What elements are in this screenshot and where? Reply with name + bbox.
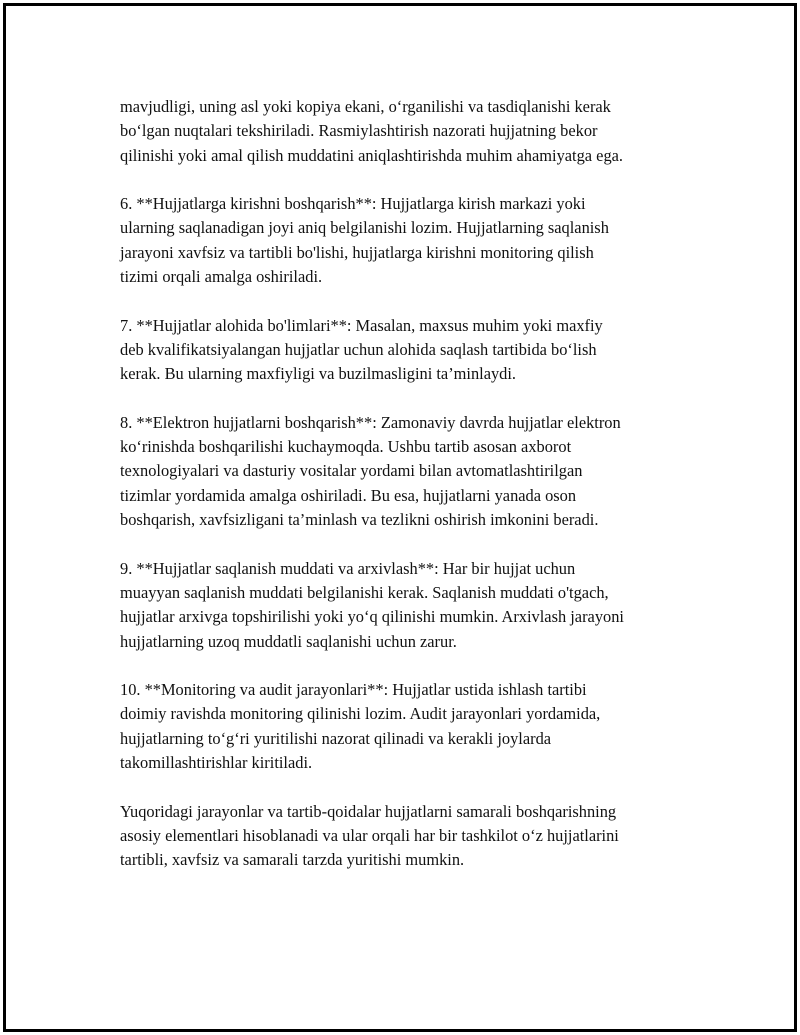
text-line: 7. **Hujjatlar alohida bo'limlari**: Masalan, maxsus muhim yoki maxfiy [120,315,603,335]
paragraph-continuation [120,95,700,168]
text-line: hujjatlarning to‘g‘ri yuritilishi nazorat qilinadi va kerakli joylarda [120,728,552,748]
text-line: asosiy elementlari hisoblanadi va ular orqali har bir tashkilot o‘z hujjatlarini [120,825,619,845]
paragraph-item-8 [120,411,700,532]
text-line: ko‘rinishda boshqarilishi kuchaymoqda. Ushbu tartib asosan axborot [120,437,572,457]
text-line: mavjudligi, uning asl yoki kopiya ekani, o‘rganilishi va tasdiqlanishi kerak [120,97,611,116]
text-line: texnologiyalari va dasturiy vositalar yordami bilan avtomatlashtirilgan [120,461,583,481]
text-line: 8. **Elektron hujjatlarni boshqarish**: Zamonaviy davrda hujjatlar elektron [120,412,621,432]
document-page [3,3,797,1032]
paragraph-conclusion [120,800,700,873]
paragraph-item-6 [120,192,700,289]
paragraph-item-10 [120,678,700,775]
text-line: tizimi orqali amalga oshiriladi. [120,267,323,287]
document-body [120,95,700,897]
text-line: ularning saqlanadigan joyi aniq belgilanishi lozim. Hujjatlarning saqlanish [120,218,609,238]
paragraph-item-9 [120,557,700,654]
text-line: bo‘lgan nuqtalari tekshiriladi. Rasmiylashtirish nazorati hujjatning bekor [120,121,598,141]
text-line: jarayoni xavfsiz va tartibli bo'lishi, hujjatlarga kirishni monitoring qilish [120,242,594,262]
text-line: muayyan saqlanish muddati belgilanishi kerak. Saqlanish muddati o'tgach, [120,582,609,602]
text-line: hujjatlar arxivga topshirilishi yoki yo‘q qilinishi mumkin. Arxivlash jarayoni [120,607,624,627]
text-line: qilinishi yoki amal qilish muddatini aniqlashtirishda muhim ahamiyatga ega. [120,145,624,165]
text-line: hujjatlarning uzoq muddatli saqlanishi uchun zarur. [120,631,457,651]
text-line: boshqarish, xavfsizligani ta’minlash va tezlikni oshirish imkonini beradi. [120,510,599,530]
text-line: deb kvalifikatsiyalangan hujjatlar uchun alohida saqlash tartibida bo‘lish [120,339,597,359]
text-line: doimiy ravishda monitoring qilinishi lozim. Audit jarayonlari yordamida, [120,704,601,724]
text-line: kerak. Bu ularning maxfiyligi va buzilmasligini ta’minlaydi. [120,364,517,384]
text-line: 10. **Monitoring va audit jarayonlari**: Hujjatlar ustida ishlash tartibi [120,680,587,700]
text-line: 9. **Hujjatlar saqlanish muddati va arxivlash**: Har bir hujjat uchun [120,558,576,578]
text-line: tizimlar yordamida amalga oshiriladi. Bu esa, hujjatlarni yanada oson [120,485,577,505]
paragraph-item-7 [120,314,700,387]
text-line: 6. **Hujjatlarga kirishni boshqarish**: Hujjatlarga kirish markazi yoki [120,194,586,214]
text-line: takomillashtirishlar kiritiladi. [120,753,313,773]
text-line: Yuqoridagi jarayonlar va tartib-qoidalar hujjatlarni samarali boshqarishning [120,801,617,821]
text-line: tartibli, xavfsiz va samarali tarzda yuritishi mumkin. [120,850,465,870]
